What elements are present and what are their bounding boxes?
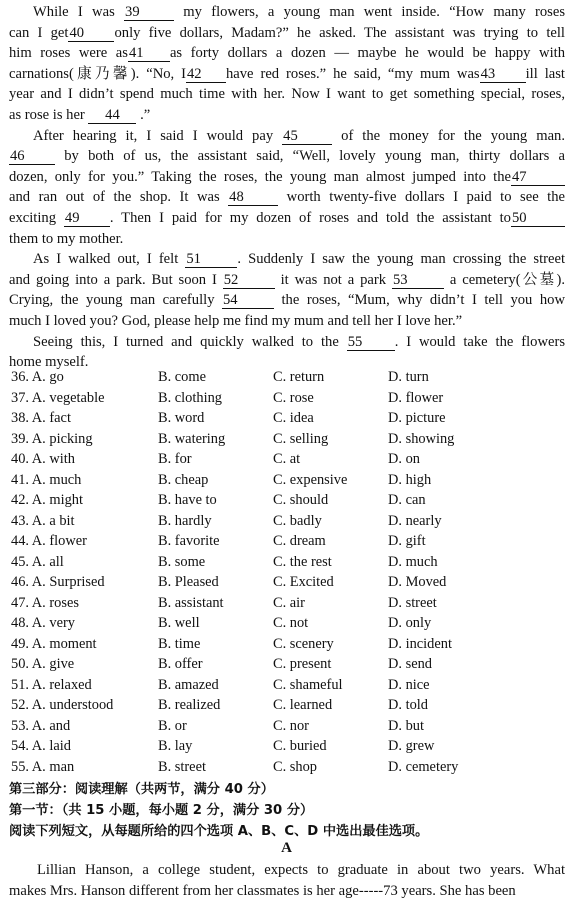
option-d: D. picture — [388, 410, 446, 426]
passage-text: have red roses.” he said, “my mum was — [225, 65, 480, 82]
option-c: C. return — [273, 369, 325, 385]
blank-52: 52 — [223, 273, 275, 289]
question-number-and-option-a: 46. A. Surprised — [11, 574, 105, 590]
question-number-and-option-a: 52. A. understood — [11, 697, 114, 713]
option-c: C. learned — [273, 697, 333, 713]
option-row — [11, 431, 567, 452]
option-b: B. lay — [158, 738, 193, 754]
passage-text: Seeing this, I turned and quickly walked to the — [33, 333, 347, 350]
option-b: B. well — [158, 615, 200, 631]
blank-54: 54 — [222, 293, 274, 309]
option-d: D. nice — [388, 676, 430, 693]
blank-47: 47 — [511, 170, 565, 186]
option-d: D. showing — [388, 430, 455, 447]
passage-line — [9, 2, 565, 23]
option-row — [11, 738, 567, 759]
passage-text: year and I didn’t spend much time with her. Now I want to get something special, roses, — [9, 86, 565, 103]
passage-text: as rose is her — [9, 106, 89, 123]
option-row — [11, 656, 567, 677]
question-number-and-option-a: 50. A. give — [11, 656, 75, 672]
option-row — [11, 615, 567, 636]
option-row — [11, 759, 567, 780]
question-number-and-option-a: 42. A. might — [11, 492, 83, 508]
option-row — [11, 369, 567, 390]
option-c: C. scenery — [273, 635, 334, 652]
option-d: D. turn — [388, 369, 429, 385]
passage-text: Crying, the young man carefully — [9, 292, 222, 309]
passage-text: .” — [136, 106, 151, 123]
option-c: C. present — [273, 656, 332, 672]
passage-line — [9, 43, 565, 64]
option-row — [11, 574, 567, 595]
passage-text: my flowers, a young man went inside. “How many roses — [174, 4, 565, 20]
blank-44: 44 — [88, 108, 136, 124]
question-number-and-option-a: 38. A. fact — [11, 410, 71, 426]
passage-line — [9, 290, 565, 311]
passage-text: . Then I paid for my dozen of roses and told the assistant to — [109, 209, 511, 226]
option-d: D. told — [388, 697, 428, 713]
passage-text: can I get — [9, 24, 69, 41]
option-c: C. badly — [273, 512, 322, 529]
option-b: B. come — [158, 369, 206, 385]
option-b: B. Pleased — [158, 574, 219, 590]
question-number-and-option-a: 51. A. relaxed — [11, 676, 92, 693]
passage-line — [9, 187, 565, 208]
passage-text: and going into a park. But soon I — [9, 271, 223, 288]
option-d: D. Moved — [388, 574, 447, 590]
blank-46: 46 — [9, 149, 55, 165]
question-number-and-option-a: 44. A. flower — [11, 533, 87, 549]
reading-passage-a — [9, 860, 565, 901]
option-row — [11, 410, 567, 431]
option-d: D. much — [388, 553, 438, 570]
option-row — [11, 636, 567, 657]
option-b: B. or — [158, 717, 187, 734]
question-number-and-option-a: 36. A. go — [11, 369, 64, 385]
question-number-and-option-a: 47. A. roses — [11, 594, 79, 611]
question-number-and-option-a: 41. A. much — [11, 471, 82, 488]
passage-text: a cemetery(公墓). — [443, 271, 565, 288]
blank-45: 45 — [282, 129, 332, 145]
passage-text: dozen, only for you.” Taking the roses, the young man almost jumped into the — [9, 168, 511, 185]
option-b: B. for — [158, 451, 192, 467]
option-d: D. on — [388, 451, 420, 467]
option-d: D. can — [388, 492, 426, 508]
option-d: D. nearly — [388, 512, 442, 529]
option-c: C. dream — [273, 533, 326, 549]
blank-40: 40 — [68, 26, 114, 42]
option-b: B. cheap — [158, 471, 209, 488]
option-d: D. incident — [388, 635, 452, 652]
option-c: C. selling — [273, 430, 329, 447]
option-d: D. flower — [388, 389, 444, 406]
passage-text: much I loved you? God, please help me find my mum and tell her I love her.” — [9, 312, 463, 329]
passage-text: . I would take the flowers — [394, 333, 565, 350]
option-row — [11, 513, 567, 534]
question-number-and-option-a: 48. A. very — [11, 615, 75, 631]
passage-line — [9, 332, 565, 353]
option-c: C. rose — [273, 389, 314, 406]
option-b: B. offer — [158, 656, 203, 672]
option-b: B. have to — [158, 492, 217, 508]
option-row — [11, 533, 567, 554]
option-row — [11, 472, 567, 493]
section-one-title: 第一节：（共 15 小题，每小题 2 分，满分 30 分） — [9, 803, 314, 818]
option-row — [11, 554, 567, 575]
option-row — [11, 677, 567, 698]
option-c: C. nor — [273, 717, 309, 734]
question-number-and-option-a: 43. A. a bit — [11, 512, 75, 529]
option-c: C. air — [273, 594, 305, 611]
passage-line — [9, 249, 565, 270]
passage-text: him roses were as — [9, 45, 128, 62]
blank-43: 43 — [480, 67, 526, 83]
passage-line — [9, 229, 565, 250]
reading-line-1: Lillian Hanson, a college student, expects to graduate in about two years. What — [37, 862, 565, 878]
passage-text: While I was — [33, 4, 125, 20]
option-d: D. grew — [388, 738, 435, 754]
question-number-and-option-a: 45. A. all — [11, 553, 64, 570]
part-three-title: 第三部分：阅读理解（共两节，满分 40 分） — [9, 782, 274, 797]
option-b: B. hardly — [158, 512, 212, 529]
passage-text: After hearing it, I said I would pay — [33, 127, 283, 144]
passage-text: ill last — [525, 65, 565, 82]
blank-55: 55 — [347, 335, 395, 351]
question-number-and-option-a: 39. A. picking — [11, 430, 93, 447]
passage-text: by both of us, the assistant said, “Well, lovely young man, thirty dollars a — [55, 148, 565, 165]
option-c: C. expensive — [273, 471, 348, 488]
option-b: B. word — [158, 410, 205, 426]
question-number-and-option-a: 49. A. moment — [11, 635, 97, 652]
option-c: C. Excited — [273, 574, 334, 590]
option-b: B. favorite — [158, 533, 220, 549]
blank-48: 48 — [228, 190, 278, 206]
passage-line — [9, 105, 565, 126]
option-c: C. idea — [273, 410, 314, 426]
option-b: B. realized — [158, 697, 221, 713]
passage-text: and ran out of the shop. It was — [9, 189, 229, 206]
passage-text: only five dollars, Madam?” he asked. The assistant was trying to tell — [114, 24, 565, 41]
option-d: D. high — [388, 471, 432, 488]
option-b: B. assistant — [158, 594, 224, 611]
option-c: C. buried — [273, 738, 327, 754]
passage-line — [9, 23, 565, 44]
blank-41: 41 — [128, 46, 170, 62]
passage-text: carnations(康乃馨). “No, I — [9, 65, 186, 82]
option-row — [11, 718, 567, 739]
question-number-and-option-a: 55. A. man — [11, 758, 75, 775]
option-d: D. only — [388, 615, 432, 631]
passage-letter: A — [281, 840, 292, 856]
option-c: C. at — [273, 451, 301, 467]
option-c: C. not — [273, 615, 309, 631]
cloze-passage — [9, 2, 565, 373]
option-d: D. cemetery — [388, 758, 459, 775]
passage-line — [9, 146, 565, 167]
passage-text: worth twenty-five dollars I paid to see the — [278, 189, 565, 206]
blank-42: 42 — [186, 67, 226, 83]
blank-50: 50 — [511, 211, 565, 227]
passage-line — [9, 311, 565, 332]
option-c: C. the rest — [273, 553, 332, 570]
question-number-and-option-a: 53. A. and — [11, 717, 71, 734]
option-b: B. amazed — [158, 676, 219, 693]
question-number-and-option-a: 37. A. vegetable — [11, 389, 105, 406]
passage-text: exciting — [9, 209, 64, 226]
blank-51: 51 — [185, 252, 237, 268]
passage-text: the roses, “Mum, why didn’t I tell you how — [274, 292, 565, 309]
passage-line — [9, 208, 565, 229]
option-row — [11, 451, 567, 472]
option-b: B. some — [158, 553, 206, 570]
blank-49: 49 — [64, 211, 110, 227]
option-row — [11, 697, 567, 718]
option-c: C. shop — [273, 758, 317, 775]
passage-line — [9, 84, 565, 105]
option-b: B. street — [158, 758, 206, 775]
option-c: C. should — [273, 492, 329, 508]
passage-text: it was not a park — [274, 271, 392, 288]
question-number-and-option-a: 54. A. laid — [11, 738, 71, 754]
passage-text: of the money for the young man. — [332, 127, 565, 144]
option-row — [11, 492, 567, 513]
option-d: D. gift — [388, 533, 426, 549]
option-d: D. but — [388, 717, 424, 734]
passage-line — [9, 126, 565, 147]
passage-line — [9, 64, 565, 85]
option-b: B. time — [158, 635, 201, 652]
blank-53: 53 — [392, 273, 444, 289]
passage-text: As I walked out, I felt — [33, 251, 186, 268]
reading-instruction: 阅读下列短文，从每题所给的四个选项 A、B、C、D 中选出最佳选项。 — [9, 824, 429, 839]
passage-line — [9, 270, 565, 291]
passage-text: . Suddenly I saw the young man crossing the street — [237, 251, 565, 268]
option-row — [11, 595, 567, 616]
option-d: D. street — [388, 594, 437, 611]
reading-line-2: makes Mrs. Hanson different from her classmates is her age-----73 years. She has been — [9, 882, 516, 899]
question-number-and-option-a: 40. A. with — [11, 451, 75, 467]
blank-39: 39 — [124, 5, 174, 21]
option-d: D. send — [388, 656, 432, 672]
option-row — [11, 390, 567, 411]
option-b: B. clothing — [158, 389, 222, 406]
passage-text: home myself. — [9, 354, 89, 371]
option-c: C. shameful — [273, 676, 343, 693]
passage-text: as forty dollars a dozen — maybe he would be happy with — [169, 45, 565, 62]
option-b: B. watering — [158, 430, 226, 447]
passage-line — [9, 167, 565, 188]
passage-text: them to my mother. — [9, 230, 124, 247]
